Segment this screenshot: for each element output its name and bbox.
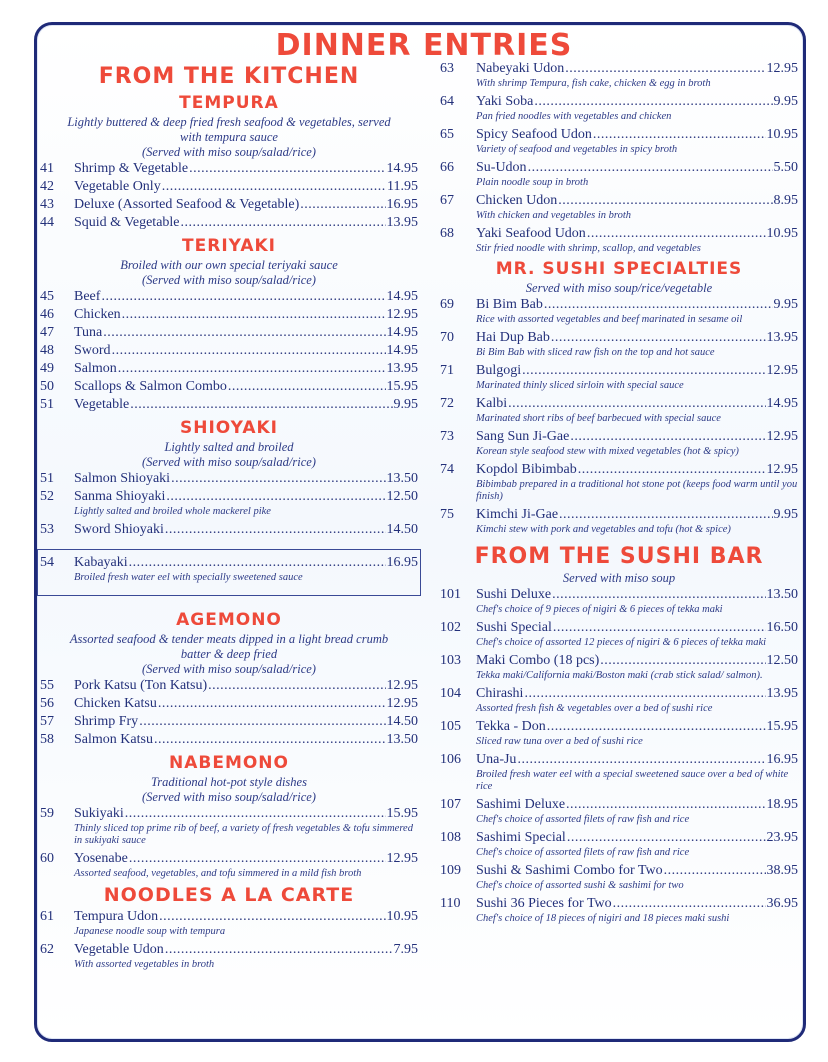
section-heading-sushi-bar: FROM THE SUSHI BAR [474, 544, 764, 569]
dot-leader [112, 342, 386, 360]
dot-leader [171, 470, 385, 488]
item-number: 108 [440, 830, 461, 845]
item-number: 52 [40, 489, 54, 504]
dot-leader [228, 378, 386, 396]
dot-leader [122, 306, 386, 324]
menu-item [440, 225, 798, 243]
menu-item [440, 329, 798, 347]
dot-leader [565, 60, 765, 78]
item-price: 12.95 [386, 696, 418, 711]
item-number: 48 [40, 343, 54, 358]
item-description: Pan fried noodles with vegetables and chicken [476, 111, 672, 122]
menu-item [440, 461, 798, 479]
item-price: 14.50 [386, 714, 418, 729]
featured-item-box [37, 549, 421, 596]
item-number: 58 [40, 732, 54, 747]
item-description: Bibimbab prepared in a traditional hot stone pot (keeps food warm until you finish) [476, 479, 798, 502]
item-price: 23.95 [766, 830, 798, 845]
item-name: Sushi Special [476, 620, 552, 635]
item-price: 13.50 [766, 587, 798, 602]
item-name: Chicken Katsu [74, 696, 157, 711]
menu-item [440, 362, 798, 380]
item-price: 13.50 [386, 471, 418, 486]
item-name: Kalbi [476, 396, 508, 411]
menu-item [440, 296, 798, 314]
item-price: 13.95 [766, 686, 798, 701]
item-description: Japanese noodle soup with tempura [74, 926, 226, 937]
item-price: 12.95 [766, 363, 798, 378]
item-description: Marinated thinly sliced sirloin with special sauce [476, 380, 684, 391]
dot-leader [129, 554, 386, 572]
item-price: 9.95 [773, 507, 798, 522]
item-number: 63 [440, 61, 454, 76]
item-name: Sashimi Deluxe [476, 797, 566, 812]
served-with-note: Served with miso soup [562, 571, 676, 585]
item-name: Su-Udon [476, 160, 527, 175]
menu-item [40, 306, 418, 324]
section-desc: Broiled with our own special teriyaki sauce [120, 258, 338, 272]
item-number: 45 [40, 289, 54, 304]
menu-item [40, 214, 418, 232]
menu-item [440, 895, 798, 913]
section-desc: Assorted seafood & tender meats dipped in a light bread crumb [69, 632, 389, 646]
section-desc: Traditional hot-pot style dishes [151, 775, 307, 789]
dot-leader [551, 329, 766, 347]
menu-item [40, 342, 418, 360]
dot-leader [567, 829, 766, 847]
right-column [440, 60, 798, 928]
dot-leader [139, 713, 385, 731]
left-column [40, 62, 418, 974]
item-name: Hai Dup Bab [476, 330, 550, 345]
page-title: DINNER ENTRIES [275, 28, 573, 63]
item-name: Sushi & Sashimi Combo for Two [476, 863, 663, 878]
item-description: Lightly salted and broiled whole mackerel pike [74, 506, 271, 517]
item-price: 13.95 [766, 330, 798, 345]
item-number: 59 [40, 806, 54, 821]
item-price: 13.95 [386, 361, 418, 376]
menu-item [40, 695, 418, 713]
item-price: 15.95 [386, 806, 418, 821]
item-number: 74 [440, 462, 454, 477]
item-description: Broiled fresh water eel with specially sweetened sauce [74, 572, 303, 583]
item-name: Vegetable [74, 397, 130, 412]
section-desc: with tempura sauce [180, 130, 278, 144]
item-description: Marinated short ribs of beef barbecued with special sauce [476, 413, 721, 424]
item-number: 106 [440, 752, 461, 767]
item-price: 14.95 [386, 325, 418, 340]
item-number: 51 [40, 471, 54, 486]
item-price: 14.95 [386, 161, 418, 176]
dot-leader [517, 751, 765, 769]
item-number: 102 [440, 620, 461, 635]
menu-item [40, 908, 418, 926]
menu-item [40, 288, 418, 306]
dot-leader [101, 288, 385, 306]
menu-item [40, 677, 418, 695]
item-price: 9.95 [393, 397, 418, 412]
item-number: 105 [440, 719, 461, 734]
item-name: Sang Sun Ji-Gae [476, 429, 570, 444]
item-number: 72 [440, 396, 454, 411]
item-name: Sashimi Special [476, 830, 566, 845]
dot-leader [587, 225, 766, 243]
item-price: 12.95 [766, 462, 798, 477]
menu-item [440, 796, 798, 814]
item-price: 16.95 [766, 752, 798, 767]
item-name: Pork Katsu (Ton Katsu) [74, 678, 208, 693]
item-price: 12.95 [766, 429, 798, 444]
item-name: Deluxe (Assorted Seafood & Vegetable) [74, 197, 300, 212]
dot-leader [544, 296, 773, 314]
item-description: Chef's choice of 9 pieces of nigiri & 6 pieces of tekka maki [476, 604, 723, 615]
item-name: Shrimp & Vegetable [74, 161, 189, 176]
item-price: 10.95 [386, 909, 418, 924]
item-price: 15.95 [766, 719, 798, 734]
item-price: 7.95 [393, 942, 418, 957]
item-name: Vegetable Only [74, 179, 161, 194]
item-description: Plain noodle soup in broth [476, 177, 589, 188]
menu-item [440, 862, 798, 880]
menu-item [440, 60, 798, 78]
dot-leader [558, 192, 772, 210]
item-name: Spicy Seafood Udon [476, 127, 592, 142]
dot-leader [300, 196, 385, 214]
menu-item [40, 850, 418, 868]
served-with-note: (Served with miso soup/salad/rice) [142, 790, 316, 804]
item-name: Sword [74, 343, 111, 358]
item-number: 66 [440, 160, 454, 175]
item-number: 65 [440, 127, 454, 142]
item-price: 13.95 [386, 215, 418, 230]
served-with-note: (Served with miso soup/salad/rice) [142, 145, 316, 159]
dot-leader [522, 362, 765, 380]
item-number: 64 [440, 94, 454, 109]
dot-leader [566, 796, 765, 814]
item-name: Shrimp Fry [74, 714, 139, 729]
item-name: Bi Bim Bab [476, 297, 543, 312]
item-number: 71 [440, 363, 454, 378]
item-number: 54 [40, 555, 54, 570]
item-name: Tempura Udon [74, 909, 159, 924]
dot-leader [118, 360, 386, 378]
item-name: Vegetable Udon [74, 942, 164, 957]
item-number: 47 [40, 325, 54, 340]
dot-leader [552, 586, 765, 604]
item-name: Tekka - Don [476, 719, 546, 734]
dot-leader [166, 488, 385, 506]
item-number: 55 [40, 678, 54, 693]
item-price: 15.95 [386, 379, 418, 394]
item-description: Chef's choice of assorted filets of raw fish and rice [476, 847, 690, 858]
dot-leader [189, 160, 385, 178]
menu-item [440, 652, 798, 670]
item-description: Chef's choice of assorted sushi & sashimi for two [476, 880, 684, 891]
item-name: Scallops & Salmon Combo [74, 379, 227, 394]
item-description: Tekka maki/California maki/Boston maki (crab stick salad/ salmon). [476, 670, 763, 681]
item-price: 36.95 [766, 896, 798, 911]
item-price: 12.95 [766, 61, 798, 76]
menu-item [40, 178, 418, 196]
dot-leader [553, 619, 766, 637]
dot-leader [570, 428, 765, 446]
item-number: 101 [440, 587, 461, 602]
menu-item [40, 805, 418, 823]
dot-leader [534, 93, 772, 111]
item-number: 53 [40, 522, 54, 537]
item-number: 57 [40, 714, 54, 729]
item-description: Assorted seafood, vegetables, and tofu simmered in a mild fish broth [74, 868, 362, 879]
menu-item [440, 506, 798, 524]
dot-leader [613, 895, 766, 913]
menu-item [440, 586, 798, 604]
dot-leader [165, 941, 393, 959]
item-price: 14.95 [386, 343, 418, 358]
item-price: 11.95 [387, 179, 418, 194]
dot-leader [162, 178, 386, 196]
item-name: Chicken Udon [476, 193, 558, 208]
dot-leader [130, 396, 392, 414]
item-name: Kopdol Bibimbab [476, 462, 577, 477]
item-number: 49 [40, 361, 54, 376]
dot-leader [578, 461, 766, 479]
item-number: 60 [40, 851, 54, 866]
item-number: 104 [440, 686, 461, 701]
item-number: 73 [440, 429, 454, 444]
item-name: Sushi 36 Pieces for Two [476, 896, 612, 911]
item-name: Chirashi [476, 686, 524, 701]
item-name: Bulgogi [476, 363, 522, 378]
item-price: 12.95 [386, 307, 418, 322]
item-number: 46 [40, 307, 54, 322]
item-name: Salmon Shioyaki [74, 471, 171, 486]
item-number: 69 [440, 297, 454, 312]
menu-item [40, 941, 418, 959]
item-price: 12.95 [386, 678, 418, 693]
item-price: 13.50 [386, 732, 418, 747]
section-title-specialties: MR. SUSHI SPECIALTIES [495, 259, 743, 279]
item-name: Nabeyaki Udon [476, 61, 565, 76]
item-price: 16.95 [386, 197, 418, 212]
menu-item [40, 160, 418, 178]
item-price: 9.95 [773, 297, 798, 312]
item-price: 9.95 [773, 94, 798, 109]
menu-item [40, 521, 418, 539]
item-description: Kimchi stew with pork and vegetables and tofu (hot & spice) [476, 524, 731, 535]
item-price: 16.50 [766, 620, 798, 635]
item-number: 62 [40, 942, 54, 957]
item-name: Salmon [74, 361, 117, 376]
menu-item [40, 378, 418, 396]
item-price: 12.95 [386, 851, 418, 866]
item-number: 43 [40, 197, 54, 212]
menu-item [40, 554, 418, 572]
item-description: With chicken and vegetables in broth [476, 210, 632, 221]
item-name: Salmon Katsu [74, 732, 153, 747]
menu-item [440, 685, 798, 703]
item-name: Beef [74, 289, 101, 304]
dot-leader [129, 850, 386, 868]
item-name: Yosenabe [74, 851, 128, 866]
item-description: With shrimp Tempura, fish cake, chicken & egg in broth [476, 78, 711, 89]
item-number: 109 [440, 863, 461, 878]
item-name: Tuna [74, 325, 103, 340]
item-number: 103 [440, 653, 461, 668]
item-name: Yaki Soba [476, 94, 534, 109]
item-name: Sword Shioyaki [74, 522, 164, 537]
item-name: Sanma Shioyaki [74, 489, 166, 504]
item-price: 14.95 [766, 396, 798, 411]
served-with-note: (Served with miso soup/salad/rice) [142, 273, 316, 287]
item-description: Chef's choice of assorted 12 pieces of nigiri & 6 pieces of tekka maki [476, 637, 767, 648]
item-price: 8.95 [773, 193, 798, 208]
item-name: Una-Ju [476, 752, 517, 767]
item-price: 10.95 [766, 226, 798, 241]
dot-leader [103, 324, 385, 342]
item-price: 18.95 [766, 797, 798, 812]
section-title-teriyaki: TERIYAKI [182, 236, 276, 256]
item-price: 10.95 [766, 127, 798, 142]
menu-item [440, 428, 798, 446]
item-description: Stir fried noodle with shrimp, scallop, and vegetables [476, 243, 701, 254]
item-name: Maki Combo (18 pcs) [476, 653, 600, 668]
item-number: 56 [40, 696, 54, 711]
menu-item [40, 396, 418, 414]
item-description: Thinly sliced top prime rib of beef, a variety of fresh vegetables & tofu simmered in sukiyaki sauce [74, 823, 413, 846]
section-desc: Lightly buttered & deep fried fresh seafood & vegetables, served [67, 115, 391, 129]
menu-item [40, 488, 418, 506]
dot-leader [208, 677, 385, 695]
item-name: Sukiyaki [74, 806, 124, 821]
item-description: Korean style seafood stew with mixed vegetables (hot & spicy) [476, 446, 739, 457]
item-price: 14.50 [386, 522, 418, 537]
item-name: Squid & Vegetable [74, 215, 180, 230]
section-desc: batter & deep fried [180, 647, 278, 661]
menu-item [40, 196, 418, 214]
menu-item [440, 619, 798, 637]
menu-item [440, 751, 798, 769]
section-title-agemono: AGEMONO [176, 610, 282, 630]
menu-item [440, 829, 798, 847]
item-price: 14.95 [386, 289, 418, 304]
dot-leader [125, 805, 386, 823]
section-heading-kitchen: FROM THE KITCHEN [98, 64, 360, 89]
menu-item [440, 126, 798, 144]
item-description: Chef's choice of assorted filets of raw fish and rice [476, 814, 690, 825]
dot-leader [159, 908, 385, 926]
section-title-noodles: NOODLES A LA CARTE [103, 884, 355, 906]
section-title-tempura: TEMPURA [179, 93, 279, 113]
item-description: Sliced raw tuna over a bed of sushi rice [476, 736, 643, 747]
menu-item [440, 93, 798, 111]
dot-leader [559, 506, 772, 524]
menu-item [440, 718, 798, 736]
dot-leader [154, 731, 386, 749]
menu-item [440, 192, 798, 210]
menu-item [40, 360, 418, 378]
item-name: Kabayaki [74, 555, 128, 570]
item-description: Variety of seafood and vegetables in spicy broth [476, 144, 678, 155]
item-number: 70 [440, 330, 454, 345]
dot-leader [547, 718, 766, 736]
item-name: Sushi Deluxe [476, 587, 552, 602]
dot-leader [593, 126, 766, 144]
item-description: With assorted vegetables in broth [74, 959, 215, 970]
item-number: 107 [440, 797, 461, 812]
section-title-shioyaki: SHIOYAKI [180, 418, 278, 438]
served-with-note: (Served with miso soup/salad/rice) [142, 455, 316, 469]
item-price: 5.50 [773, 160, 798, 175]
section-title-nabemono: NABEMONO [168, 753, 289, 773]
dot-leader [158, 695, 386, 713]
item-number: 61 [40, 909, 54, 924]
item-price: 12.50 [766, 653, 798, 668]
item-number: 68 [440, 226, 454, 241]
item-description: Broiled fresh water eel with a special sweetened sauce over a bed of white rice [476, 769, 789, 792]
item-description: Rice with assorted vegetables and beef marinated in sesame oil [476, 314, 743, 325]
served-with-note: Served with miso soup/rice/vegetable [525, 281, 713, 295]
served-with-note: (Served with miso soup/salad/rice) [142, 662, 316, 676]
item-price: 38.95 [766, 863, 798, 878]
dot-leader [664, 862, 766, 880]
item-name: Kimchi Ji-Gae [476, 507, 559, 522]
dot-leader [528, 159, 773, 177]
item-number: 41 [40, 161, 54, 176]
dot-leader [165, 521, 386, 539]
item-description: Bi Bim Bab with sliced raw fish on the top and hot sauce [476, 347, 715, 358]
menu-item [40, 470, 418, 488]
item-name: Yaki Seafood Udon [476, 226, 586, 241]
dot-leader [181, 214, 386, 232]
item-name: Chicken [74, 307, 121, 322]
item-number: 51 [40, 397, 54, 412]
menu-item [40, 324, 418, 342]
item-number: 42 [40, 179, 54, 194]
item-number: 67 [440, 193, 454, 208]
menu-item [440, 159, 798, 177]
menu-item [440, 395, 798, 413]
item-price: 16.95 [386, 555, 418, 570]
dot-leader [600, 652, 765, 670]
item-price: 12.50 [386, 489, 418, 504]
menu-item [40, 731, 418, 749]
dot-leader [524, 685, 765, 703]
section-desc: Lightly salted and broiled [164, 440, 294, 454]
item-number: 44 [40, 215, 54, 230]
item-number: 110 [440, 896, 461, 911]
item-description: Chef's choice of 18 pieces of nigiri and 18 pieces maki sushi [476, 913, 730, 924]
item-number: 50 [40, 379, 54, 394]
dot-leader [508, 395, 765, 413]
item-number: 75 [440, 507, 454, 522]
item-description: Assorted fresh fish & vegetables over a bed of sushi rice [476, 703, 713, 714]
menu-item [40, 713, 418, 731]
